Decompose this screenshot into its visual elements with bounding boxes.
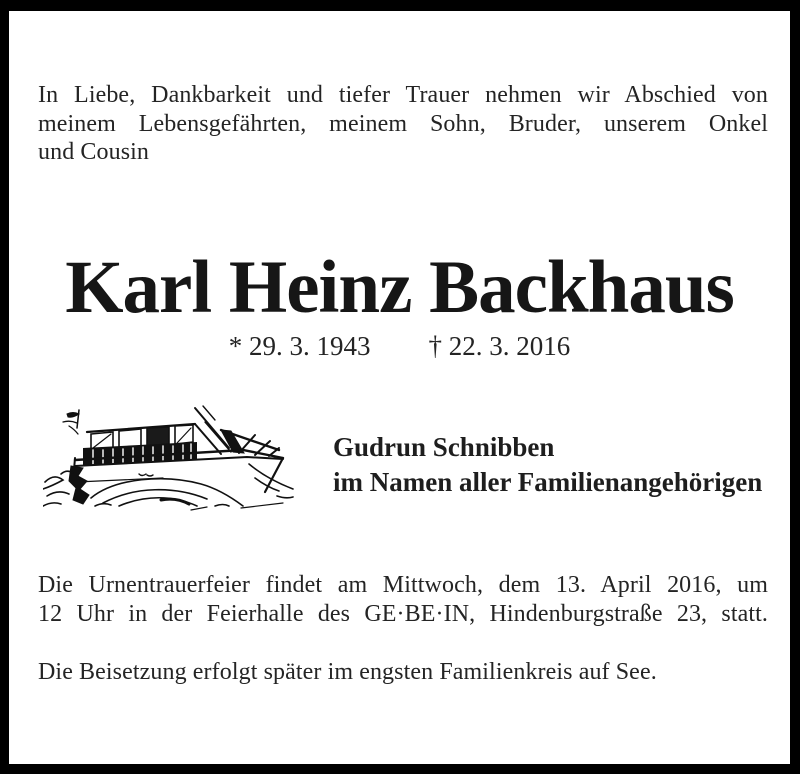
boat-mast-flag <box>63 410 79 434</box>
burial-line: Die Beisetzung erfolgt später im engsten Familienkreis auf See. <box>38 659 657 685</box>
mourner-on-behalf: im Namen aller Familienangehörigen <box>333 467 763 497</box>
mourner-name: Gudrun Schnibben <box>333 432 555 462</box>
service-line: 12 Uhr in der Feierhalle des GE·BE·IN, Hindenburgstraße 23, statt. <box>38 600 768 627</box>
intro-paragraph <box>38 81 768 167</box>
deceased-name: Karl Heinz Backhaus <box>65 246 734 329</box>
intro-line: meinem Lebensgefährten, meinem Sohn, Bruder, unserem Onkel <box>38 110 768 137</box>
service-line: Die Urnentrauerfeier findet am Mittwoch, dem 13. April 2016, um <box>38 572 768 598</box>
life-dates <box>9 332 790 360</box>
intro-line: In Liebe, Dankbarkeit und tiefer Trauer nehmen wir Abschied von <box>38 82 768 108</box>
death-date: † 22. 3. 2016 <box>428 331 571 361</box>
service-paragraph <box>38 571 768 628</box>
notice-paper <box>9 11 790 764</box>
boat-illustration <box>43 402 305 517</box>
birth-date: * 29. 3. 1943 <box>228 331 371 361</box>
boat-windshield <box>195 406 244 454</box>
burial-paragraph <box>38 658 768 687</box>
mourners-block <box>333 430 762 500</box>
intro-line: und Cousin <box>38 139 150 165</box>
